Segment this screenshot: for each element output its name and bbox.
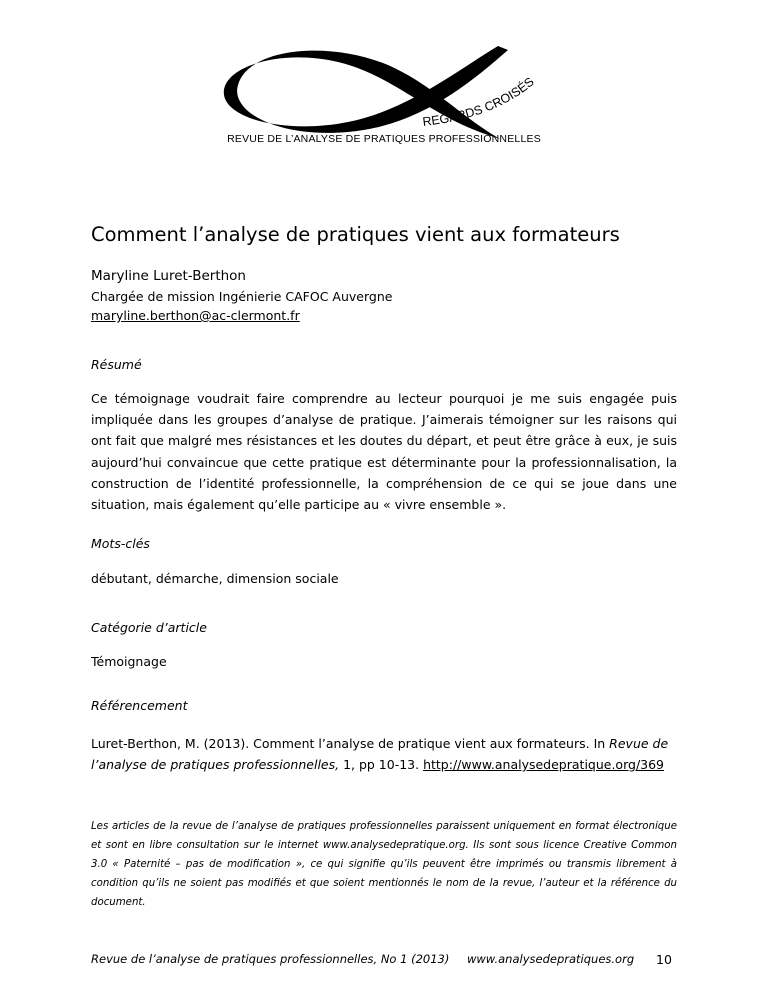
author-affiliation: Chargée de mission Ingénierie CAFOC Auvergne xyxy=(91,289,393,304)
resume-heading: Résumé xyxy=(91,357,142,372)
reference-pages: 1, pp 10-13. xyxy=(339,757,424,772)
logo-text: REGARDS CROISÉS xyxy=(421,74,537,129)
footer-journal: Revue de l’analyse de pratiques professionnelles, No 1 (2013) xyxy=(91,952,450,966)
category-text: Témoignage xyxy=(91,654,167,669)
resume-text: Ce témoignage voudrait faire comprendre au lecteur pourquoi je me suis engagée puis impliquée dans les groupes d’analyse de pratique. J’aimerais témoigner sur les raisons qui ont fait que malgré mes résistances et les doutes du départ, et peut être grâce à eux, je suis aujourd’hui convaincue que cette pratique est déterminante pour la professionnalisation, la construction de l’identité professionnelle, la compréhension de ce qui se joue dans une situation, mais également qu’elle participe au « vivre ensemble ». xyxy=(91,391,677,513)
keywords-text: débutant, démarche, dimension sociale xyxy=(91,571,339,586)
reference-line-2 xyxy=(91,754,691,775)
logo-loop-shape xyxy=(224,46,508,139)
author-name: Maryline Luret-Berthon xyxy=(91,268,246,284)
reference-line-1 xyxy=(91,733,691,754)
journal-title: REVUE DE L’ANALYSE DE PRATIQUES PROFESSIONNELLES xyxy=(227,133,541,145)
reference-link[interactable]: http://www.analysedepratique.org/369 xyxy=(423,757,665,772)
reference-heading: Référencement xyxy=(91,698,188,713)
license-notice: Les articles de la revue de l’analyse de pratiques professionnelles paraissent uniquement en format électronique et sont en libre consultation sur le internet www.analysedepratique.org. Ils sont sous licence Creative Common 3.0 « Paternité – pas de modification », ce qui signifie qu’ils peuvent être imprimés ou transmis librement à condition qu’ils ne soient pas modifiés et que soient mentionnés le nom de la revue, l’auteur et la référence du document. xyxy=(91,821,677,908)
category-heading: Catégorie d’article xyxy=(91,620,207,635)
reference-journal-italic-2: l’analyse de pratiques professionnelles, xyxy=(91,757,340,772)
page-number: 10 xyxy=(656,952,672,967)
reference-journal-italic: Revue de xyxy=(609,736,669,751)
author-email-link[interactable]: maryline.berthon@ac-clermont.fr xyxy=(91,308,300,323)
keywords-heading: Mots-clés xyxy=(91,536,150,551)
reference-text: Luret-Berthon, M. (2013). Comment l’analyse de pratique vient aux formateurs. In xyxy=(91,736,610,751)
footer-website: www.analysedepratiques.org xyxy=(467,952,635,966)
article-title: Comment l’analyse de pratiques vient aux formateurs xyxy=(91,223,620,246)
